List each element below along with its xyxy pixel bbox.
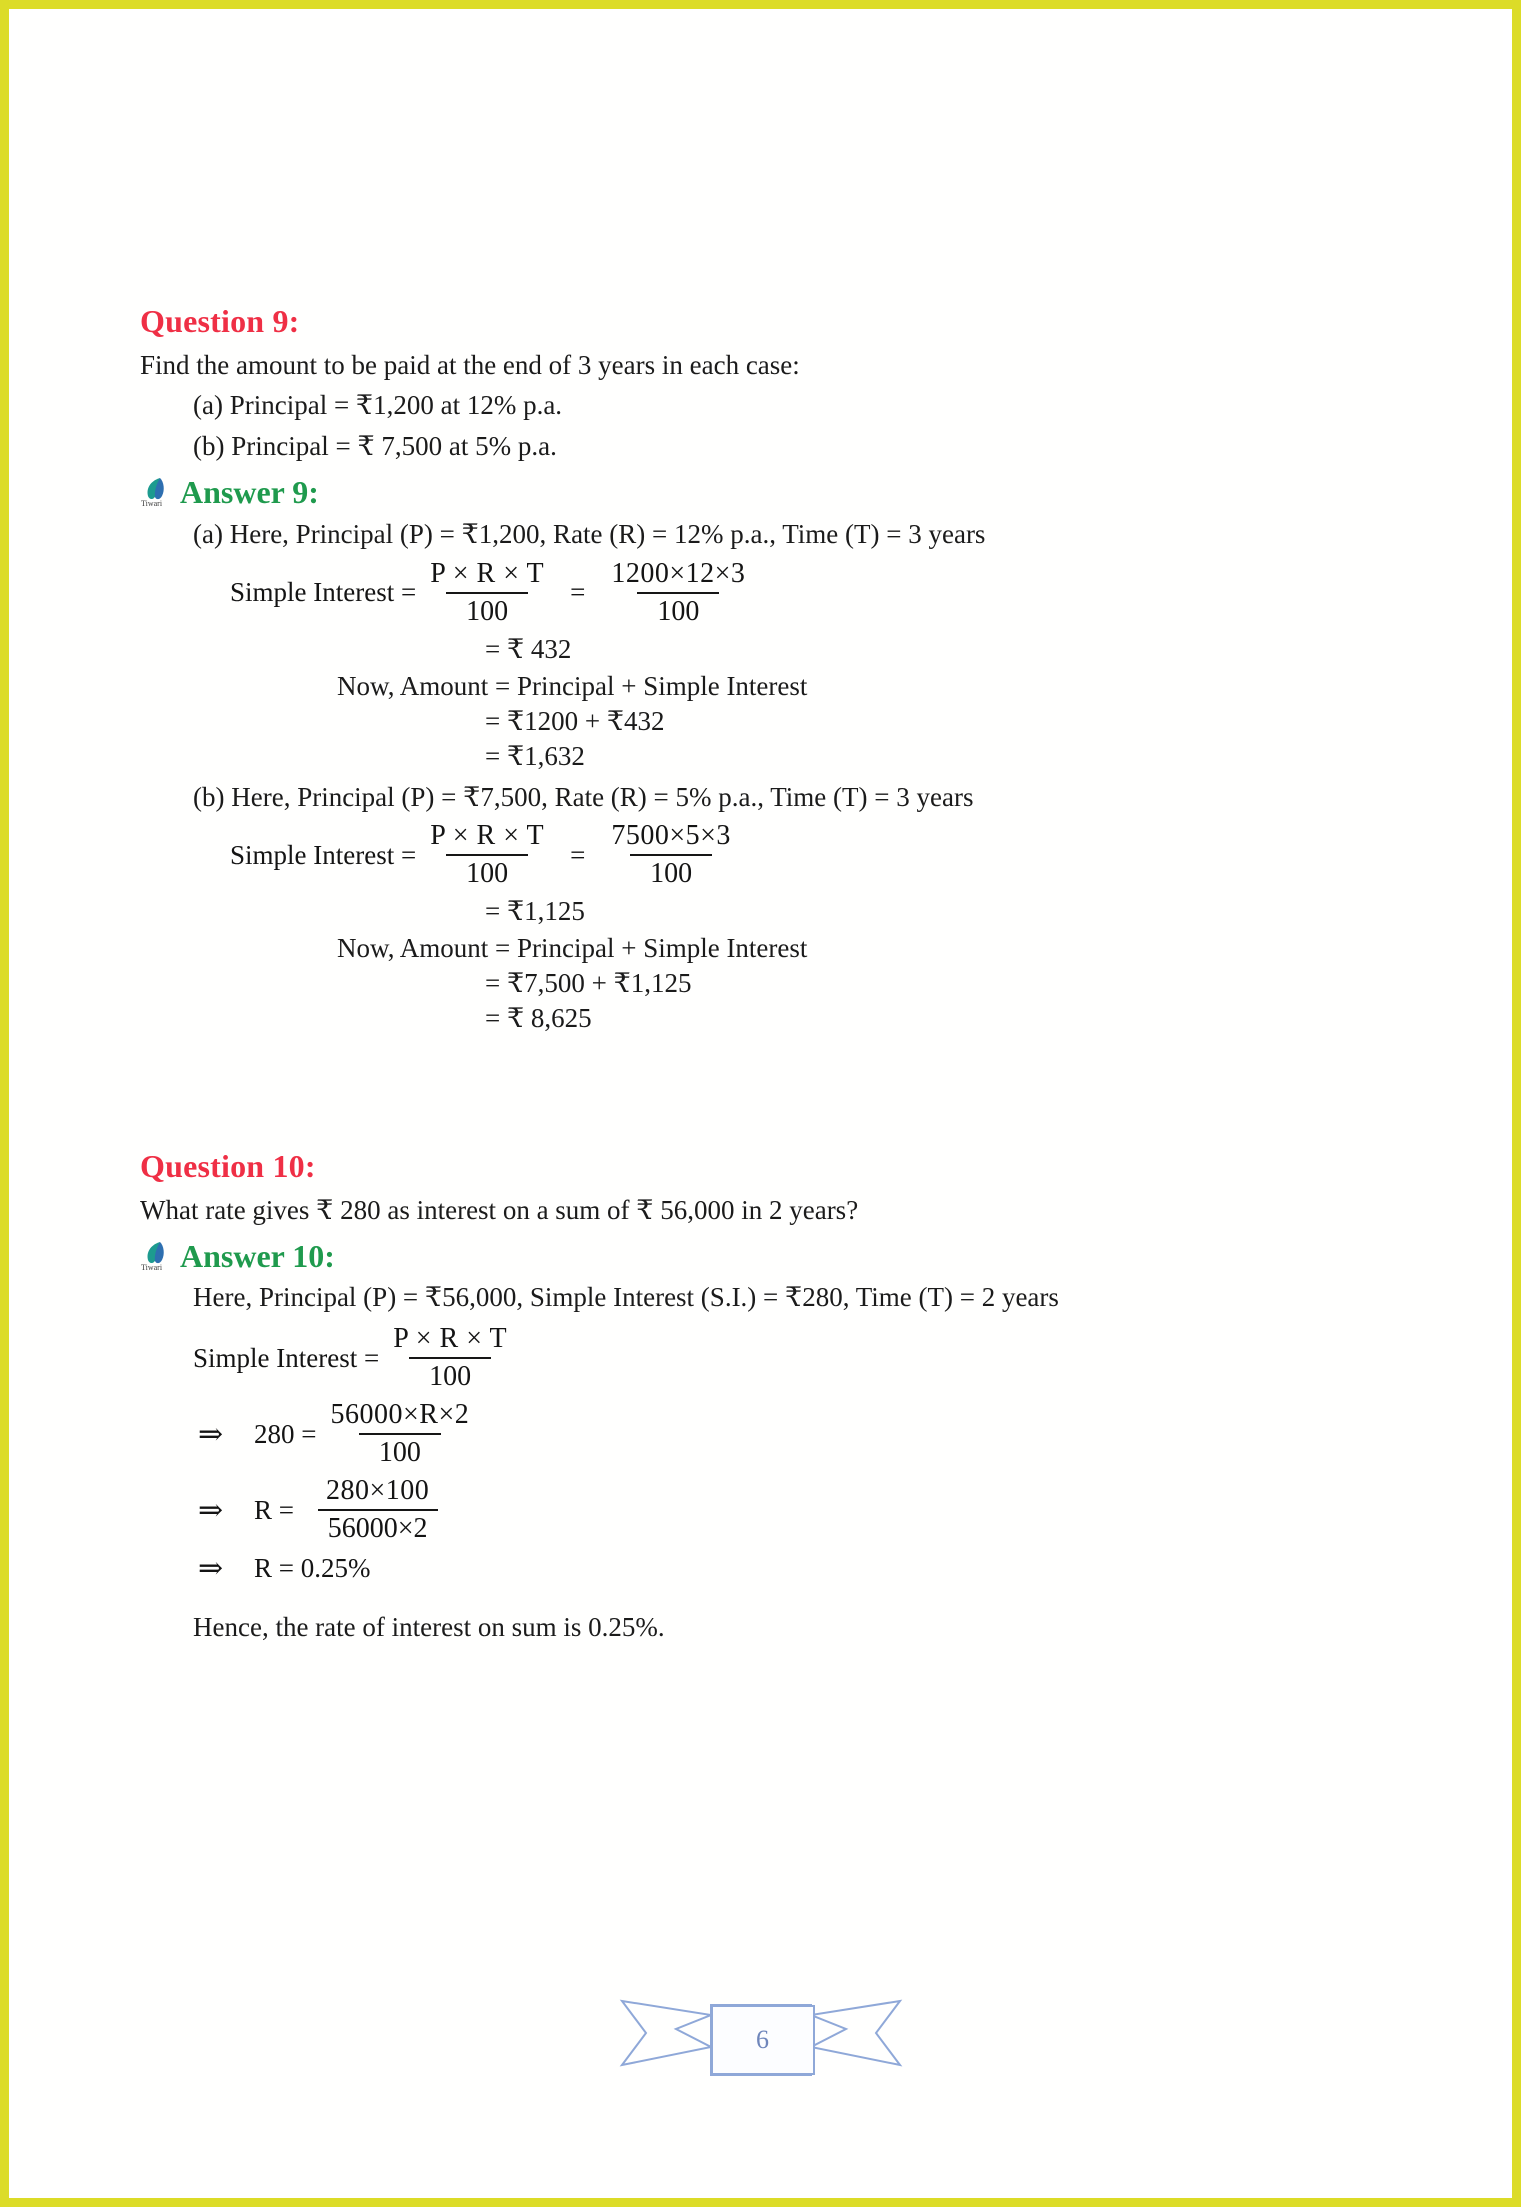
- implication-arrow-icon: ⇒: [198, 1417, 224, 1451]
- answer-10-formula-fraction: [383, 1323, 517, 1393]
- answer-10-step-1-numerator: 56000×R×2: [330, 1399, 470, 1431]
- answer-10-formula-numerator: P × R × T: [393, 1323, 508, 1355]
- answer-9a-amount-line: Now, Amount = Principal + Simple Interest: [337, 670, 808, 701]
- answer-9a-amount-sum: = ₹1200 + ₹432: [485, 705, 665, 736]
- answer-9b-amount-line: Now, Amount = Principal + Simple Interest: [337, 933, 808, 964]
- answer-9b-formula-fraction: [420, 820, 554, 890]
- question-10-prompt: What rate gives ₹ 280 as interest on a sum of ₹ 56,000 in 2 years?: [140, 1195, 859, 1226]
- answer-9b-formula-numerator: P × R × T: [430, 820, 545, 852]
- answer-9b-equals-sign: =: [570, 839, 586, 870]
- answer-9a-si-label: Simple Interest =: [230, 577, 417, 608]
- implication-arrow-icon: ⇒: [198, 1552, 224, 1586]
- answer-10-step-3-lhs: R = 0.25%: [254, 1553, 371, 1584]
- question-10-heading: Question 10:: [140, 1148, 316, 1185]
- answer-10-step-2: [140, 1475, 1430, 1545]
- page-number: 6: [711, 2005, 815, 2075]
- svg-text:Tiwari: Tiwari: [141, 1262, 163, 1271]
- page-sheet: [18, 18, 1503, 2189]
- answer-9a-value-fraction: [601, 558, 755, 628]
- answer-9a-amount-total: = ₹1,632: [485, 740, 585, 771]
- answer-9b-si-equation: [140, 820, 1430, 890]
- answer-9b-value-numerator: 7500×5×3: [611, 820, 731, 852]
- answer-9-heading-row: [140, 474, 1430, 511]
- question-9-item-a: (a) Principal = ₹1,200 at 12% p.a.: [193, 390, 563, 421]
- tiwari-leaf-logo-icon: [140, 477, 174, 507]
- answer-9b-si-result: = ₹1,125: [485, 896, 585, 927]
- question-9-prompt: Find the amount to be paid at the end of 3 years in each case:: [140, 349, 800, 380]
- answer-10-step-2-body: [254, 1475, 443, 1545]
- answer-9a-formula-denominator: 100: [446, 592, 528, 628]
- answer-9a-given: (a) Here, Principal (P) = ₹1,200, Rate (R) = 12% p.a., Time (T) = 3 years: [193, 518, 986, 549]
- implication-arrow-icon: ⇒: [198, 1493, 224, 1527]
- answer-10-formula-denominator: 100: [409, 1357, 491, 1393]
- answer-9a-value-denominator: 100: [637, 592, 719, 628]
- answer-9b-formula-denominator: 100: [446, 854, 528, 890]
- answer-9a-si-equation: [140, 558, 1430, 628]
- answer-9b-amount-sum: = ₹7,500 + ₹1,125: [485, 968, 692, 999]
- page-content: [140, 303, 1430, 1643]
- answer-10-step-2-denominator: 56000×2: [318, 1509, 438, 1545]
- answer-9a-value-numerator: 1200×12×3: [611, 557, 746, 589]
- answer-10-step-1-denominator: 100: [359, 1433, 441, 1469]
- answer-9b-value-fraction: [601, 820, 741, 890]
- answer-10-step-1-body: [254, 1399, 483, 1469]
- answer-10-step-2-lhs: R =: [254, 1494, 294, 1525]
- answer-10-heading: Answer 10:: [180, 1237, 335, 1274]
- answer-9b-si-label: Simple Interest =: [230, 839, 417, 870]
- svg-text:Tiwari: Tiwari: [141, 499, 163, 508]
- answer-10-conclusion: Hence, the rate of interest on sum is 0.25%.: [193, 1612, 665, 1643]
- answer-9a-si-result: = ₹ 432: [485, 633, 572, 664]
- answer-9b-amount-total: = ₹ 8,625: [485, 1003, 592, 1034]
- answer-9a-formula-numerator: P × R × T: [430, 557, 545, 589]
- answer-9-heading: Answer 9:: [180, 473, 319, 510]
- answer-9b-given: (b) Here, Principal (P) = ₹7,500, Rate (R) = 5% p.a., Time (T) = 3 years: [193, 781, 974, 812]
- answer-10-si-label: Simple Interest =: [193, 1342, 380, 1373]
- answer-10-heading-row: [140, 1238, 1430, 1275]
- answer-10-step-3-body: [254, 1553, 370, 1584]
- tiwari-leaf-logo-icon: [140, 1241, 174, 1271]
- page-number-ribbon-wrap: [18, 1973, 1503, 2078]
- answer-10-si-equation: [140, 1323, 1430, 1393]
- answer-10-given: Here, Principal (P) = ₹56,000, Simple Interest (S.I.) = ₹280, Time (T) = 2 years: [193, 1282, 1059, 1313]
- answer-9b-value-denominator: 100: [630, 854, 712, 890]
- answer-10-step-1-fraction: [320, 1399, 479, 1469]
- answer-10-step-2-numerator: 280×100: [326, 1475, 430, 1507]
- section-spacer: [140, 1038, 1430, 1148]
- answer-10-step-2-fraction: [316, 1475, 439, 1545]
- page-number-ribbon: [616, 1973, 906, 2078]
- answer-9a-formula-fraction: [420, 558, 554, 628]
- answer-10-step-1: [140, 1399, 1430, 1469]
- answer-9a-equals-sign: =: [570, 577, 586, 608]
- question-9-item-b: (b) Principal = ₹ 7,500 at 5% p.a.: [193, 431, 557, 461]
- answer-10-step-1-lhs: 280 =: [254, 1418, 317, 1449]
- question-9-heading: Question 9:: [140, 303, 300, 339]
- answer-10-step-3: [140, 1551, 1430, 1586]
